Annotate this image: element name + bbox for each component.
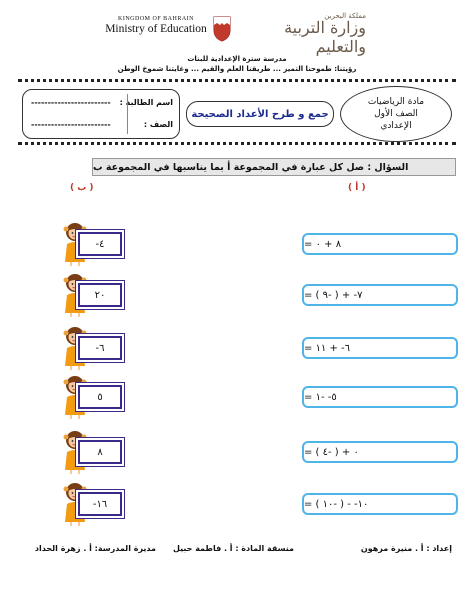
subject-line: مادة الرياضيات: [367, 97, 425, 107]
bahrain-emblem-icon: [212, 16, 232, 42]
ministry-name-en: Ministry of Education: [105, 23, 207, 35]
dotted-divider-top: [18, 79, 456, 82]
subject-coordinator: منسقة المادة : أ . فاطمة حبيل: [172, 544, 294, 553]
group-a-item[interactable]: ٦- + ١١ =: [302, 337, 458, 359]
group-b-item[interactable]: ٥: [78, 385, 122, 409]
school-name: مدرسة سترة الإعدادية للبنات: [187, 55, 287, 63]
ministry-logo-en: [100, 16, 212, 35]
group-b-item[interactable]: ٢٠: [78, 283, 122, 307]
question-text: السؤال : صل كل عبارة في المجموعة أ بما يناسبها في المجموعة ب: [92, 158, 456, 176]
student-name-field[interactable]: ------------------------: [31, 98, 111, 107]
class-label: الصف :: [143, 120, 173, 129]
info-divider: [127, 94, 128, 134]
grade-line: الصف الأول: [374, 109, 418, 119]
kingdom-text: KINGDOM OF BAHRAIN: [117, 16, 194, 22]
class-field[interactable]: ------------------------: [31, 120, 111, 129]
group-a-item[interactable]: ٧- + ( -٩ ) =: [302, 284, 458, 306]
group-a-item[interactable]: ١٠- - ( -١٠ ) =: [302, 493, 458, 515]
group-b-item[interactable]: ٤-: [78, 232, 122, 256]
ministry-ar-small-text: مملكة البحرين: [324, 12, 366, 20]
group-a-item[interactable]: ٨ + ٠ =: [302, 233, 458, 255]
lesson-title: جمع و طرح الأعداد الصحيحة: [186, 101, 334, 127]
ministry-name-ar: وزارة التربية والتعليم: [284, 18, 366, 56]
dotted-divider-bottom: [18, 142, 456, 145]
group-b-item[interactable]: ٨: [78, 440, 122, 464]
group-a-item[interactable]: ٠ + ( -٤ ) =: [302, 441, 458, 463]
student-name-label: اسم الطالبة :: [119, 98, 173, 107]
group-a-label: ( أ ): [348, 183, 366, 193]
school-principal: مديرة المدرسة: أ . زهرة الحداد: [34, 544, 156, 553]
group-a-item[interactable]: ٥- -١ =: [302, 386, 458, 408]
level-line: الإعدادي: [380, 121, 412, 131]
school-vision: رؤيتنا: طموحنا التميز ... طريقنا العلم والقيم ... وغايتنا شموخ الوطن: [117, 65, 357, 73]
group-b-item[interactable]: ١٦-: [78, 492, 122, 516]
subject-oval: [340, 86, 452, 142]
group-b-label: ( ب ): [70, 183, 94, 193]
student-info-box: [22, 89, 180, 139]
prepared-by: إعداد : أ . منيرة مرهون: [360, 544, 452, 553]
group-b-item[interactable]: ٦-: [78, 336, 122, 360]
